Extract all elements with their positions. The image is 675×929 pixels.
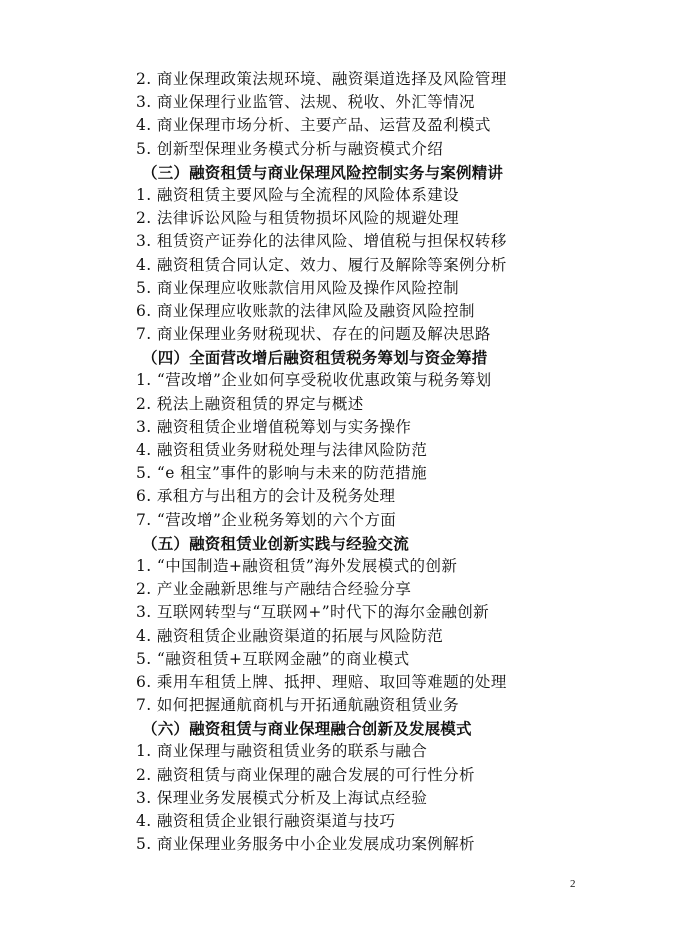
list-item: 1. “中国制造+融资租赁”海外发展模式的创新	[136, 556, 458, 575]
list-item: 5. 创新型保理业务模式分析与融资模式介绍	[136, 139, 444, 158]
list-item: 5. “e 租宝”事件的影响与未来的防范措施	[136, 464, 427, 483]
list-item: 4. 商业保理市场分析、主要产品、运营及盈利模式	[136, 116, 491, 135]
section-heading: （五）融资租赁业创新实践与经验交流	[142, 533, 409, 553]
section-heading: （六）融资租赁与商业保理融合创新及发展模式	[142, 719, 472, 739]
section-heading: （三）融资租赁与商业保理风险控制实务与案例精讲	[142, 162, 504, 182]
page-number: 2	[570, 878, 576, 890]
list-item: 4. 融资租赁合同认定、效力、履行及解除等案例分析	[136, 255, 507, 274]
list-item: 7. “营改增”企业税务筹划的六个方面	[136, 510, 397, 529]
list-item: 4. 融资租赁企业银行融资渠道与技巧	[136, 812, 396, 830]
list-item: 2. 产业金融新思维与产融结合经验分享	[136, 580, 412, 599]
list-item: 3. 互联网转型与“互联网+”时代下的海尔金融创新	[136, 603, 490, 622]
list-item: 4. 融资租赁业务财税处理与法律风险防范	[136, 441, 428, 459]
list-item: 2. 融资租赁与商业保理的融合发展的可行性分析	[136, 765, 475, 784]
list-item: 6. 乘用车租赁上牌、抵押、理赔、取回等难题的处理	[136, 672, 507, 691]
list-item: 1. 商业保理与融资租赁业务的联系与融合	[136, 742, 428, 761]
list-item: 5. 商业保理应收账款信用风险及操作风险控制	[136, 278, 460, 297]
list-item: 4. 融资租赁企业融资渠道的拓展与风险防范	[136, 626, 444, 645]
list-item: 1. 融资租赁主要风险与全流程的风险体系建设	[136, 185, 460, 204]
list-item: 2. 商业保理政策法规环境、融资渠道选择及风险管理	[136, 70, 507, 88]
list-item: 7. 如何把握通航商机与开拓通航融资租赁业务	[136, 696, 460, 715]
list-item: 1. “营改增”企业如何享受税收优惠政策与税务筹划	[136, 371, 492, 390]
list-item: 3. 保理业务发展模式分析及上海试点经验	[136, 788, 428, 807]
list-item: 5. 商业保理业务服务中小企业发展成功案例解析	[136, 835, 475, 854]
list-item: 6. 承租方与出租方的会计及税务处理	[136, 487, 396, 506]
section-heading: （四）全面营改增后融资租赁税务筹划与资金筹措	[142, 348, 488, 368]
document-body	[136, 68, 576, 856]
list-item: 7. 商业保理业务财税现状、存在的问题及解决思路	[136, 325, 491, 344]
list-item: 6. 商业保理应收账款的法律风险及融资风险控制	[136, 301, 475, 320]
list-item: 3. 商业保理行业监管、法规、税收、外汇等情况	[136, 93, 475, 112]
list-item: 3. 租赁资产证券化的法律风险、增值税与担保权转移	[136, 232, 507, 251]
list-item: 5. “融资租赁+互联网金融”的商业模式	[136, 649, 410, 668]
list-item: 2. 税法上融资租赁的界定与概述	[136, 394, 364, 413]
list-item: 3. 融资租赁企业增值税筹划与实务操作	[136, 417, 412, 436]
list-item: 2. 法律诉讼风险与租赁物损坏风险的规避处理	[136, 209, 460, 228]
